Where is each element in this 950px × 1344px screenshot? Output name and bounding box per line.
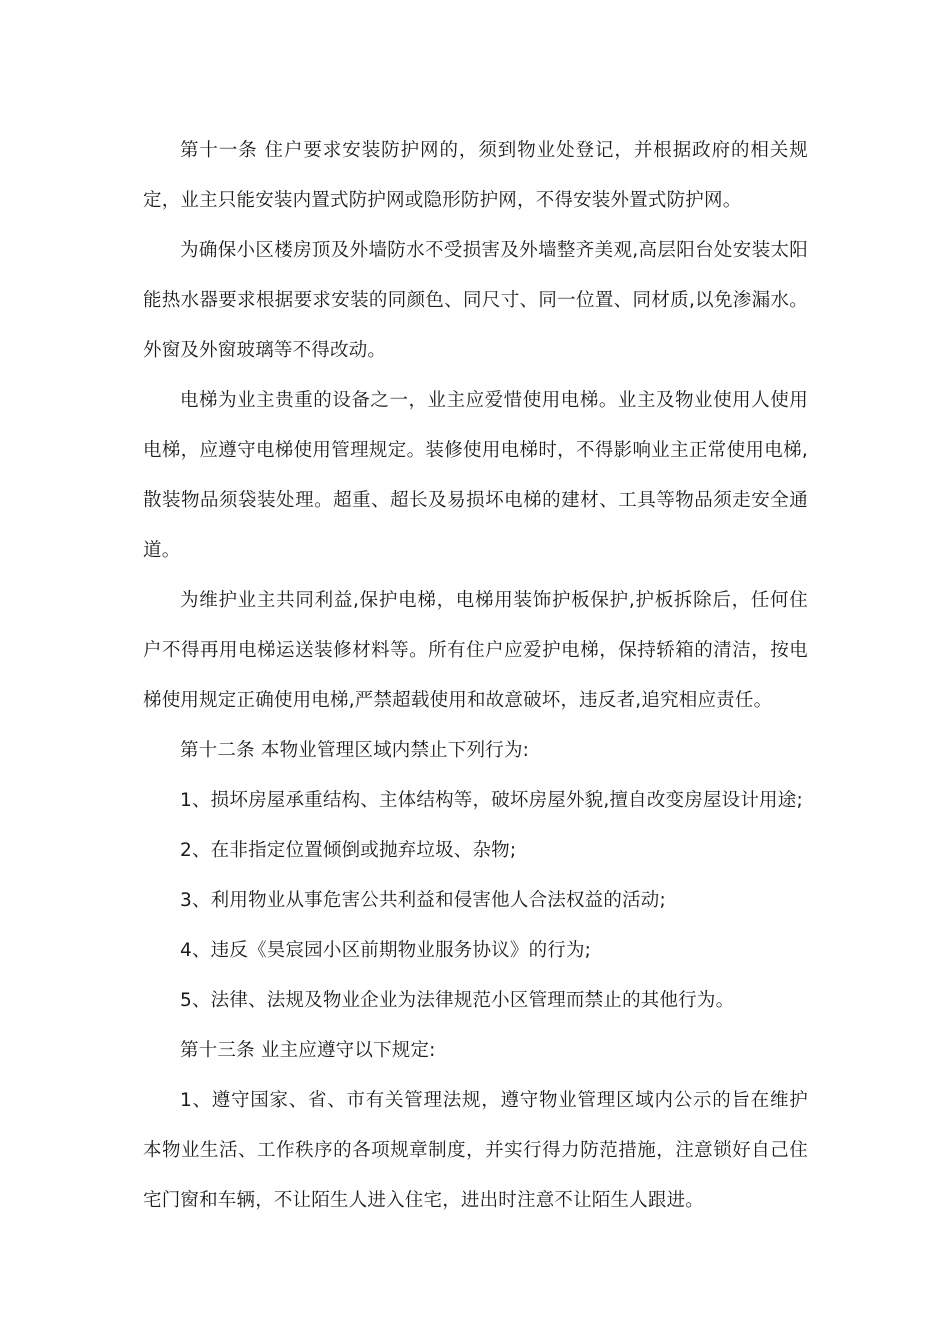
- paragraph-elevator-usage: 电梯为业主贵重的设备之一，业主应爱惜使用电梯。业主及物业使用人使用电梯，应遵守电梯使用管理规定。装修使用电梯时，不得影响业主正常使用电梯,散装物品须袋装处理。超重、超长及易损坏电梯的建材、工具等物品须走安全通道。: [143, 390, 808, 561]
- list-item-13-1: 1、遵守国家、省、市有关管理法规，遵守物业管理区域内公示的旨在维护本物业生活、工作秩序的各项规章制度，并实行得力防范措施，注意锁好自己住宅门窗和车辆，不让陌生人进入住宅，进出时注意不让陌生人跟进。: [143, 1090, 808, 1211]
- paragraph-article-12: 第十二条 本物业管理区域内禁止下列行为:: [180, 740, 530, 761]
- paragraph-article-11: 第十一条 住户要求安装防护网的，须到物业处登记，并根据政府的相关规定，业主只能安装内置式防护网或隐形防护网，不得安装外置式防护网。: [143, 140, 808, 211]
- list-item-12-5: 5、法律、法规及物业企业为法律规范小区管理而禁止的其他行为。: [180, 990, 735, 1011]
- paragraph-solar-heater: 为确保小区楼房顶及外墙防水不受损害及外墙整齐美观,高层阳台处安装太阳能热水器要求根据要求安装的同颜色、同尺寸、同一位置、同材质,以免渗漏水。外窗及外窗玻璃等不得改动。: [143, 240, 808, 361]
- paragraph-article-13: 第十三条 业主应遵守以下规定:: [180, 1040, 436, 1061]
- list-item-12-2: 2、在非指定位置倾倒或抛弃垃圾、杂物;: [180, 840, 517, 861]
- document-body: [143, 126, 808, 1226]
- paragraph-elevator-protection: 为维护业主共同利益,保护电梯，电梯用装饰护板保护,护板拆除后，任何住户不得再用电梯运送装修材料等。所有住户应爱护电梯，保持轿箱的清洁，按电梯使用规定正确使用电梯,严禁超载使用和故意破坏，违反者,追究相应责任。: [143, 590, 808, 711]
- list-item-12-3: 3、利用物业从事危害公共利益和侵害他人合法权益的活动;: [180, 890, 666, 911]
- list-item-12-1: 1、损坏房屋承重结构、主体结构等，破坏房屋外貌,擅自改变房屋设计用途;: [180, 790, 803, 811]
- list-item-12-4: 4、违反《昊宸园小区前期物业服务协议》的行为;: [180, 940, 592, 961]
